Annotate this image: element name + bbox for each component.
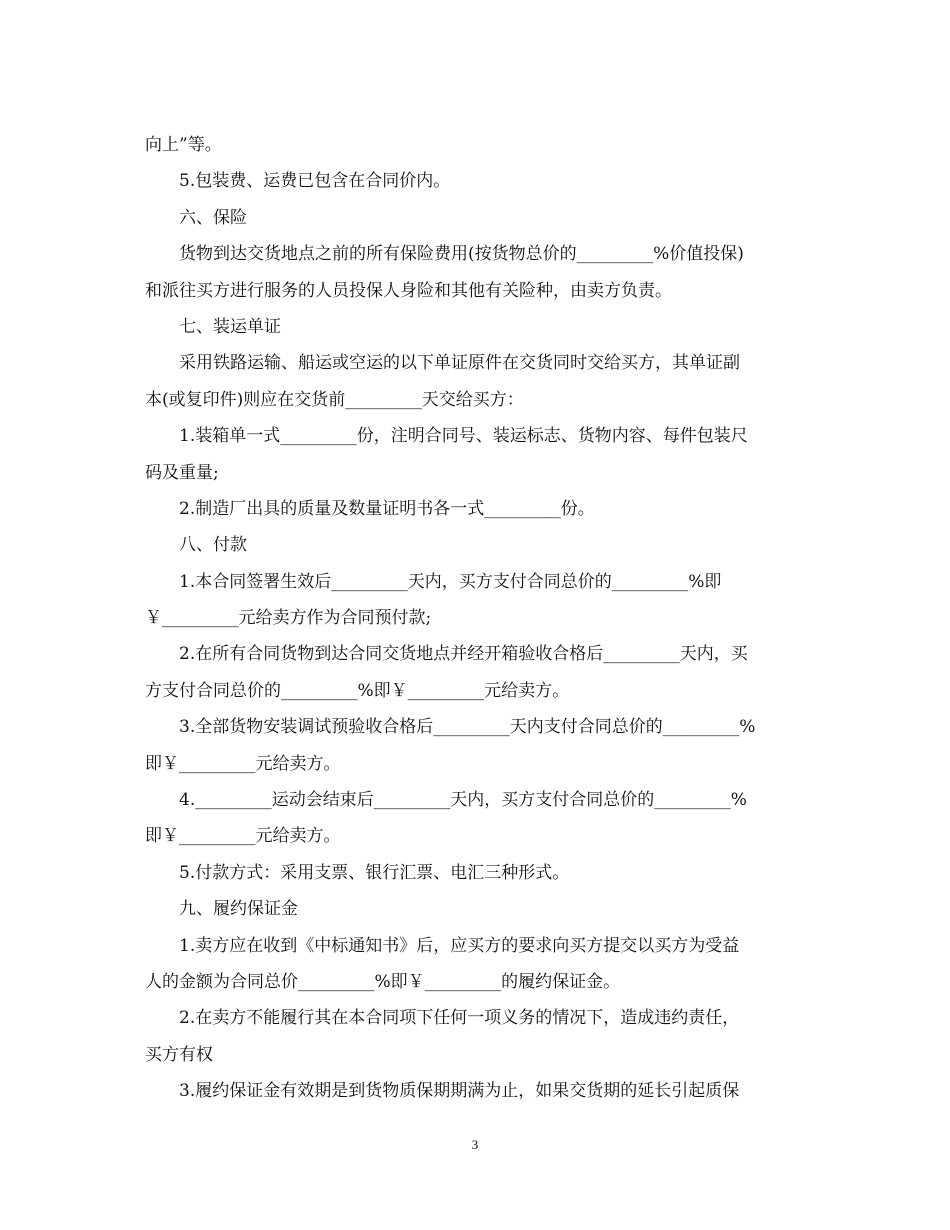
section-heading: 六、保险: [179, 207, 247, 228]
paragraph-line: ￥_________元给卖方作为合同预付款;: [145, 608, 432, 629]
paragraph-line: 3.履约保证金有效期是到货物质保期期满为止，如果交货期的延长引起质保: [179, 1081, 740, 1102]
paragraph-line: 1.本合同签署生效后_________天内，买方支付合同总价的_________%即: [179, 571, 722, 592]
paragraph-line: 货物到达交货地点之前的所有保险费用(按货物总价的_________%价值投保): [179, 244, 744, 265]
section-heading: 七、装运单证: [179, 316, 281, 337]
paragraph-line: 方支付合同总价的_________%即￥_________元给卖方。: [145, 680, 570, 701]
paragraph-line: 本(或复印件)则应在交货前_________天交给买方：: [145, 389, 524, 410]
paragraph-line: 买方有权: [145, 1044, 213, 1065]
paragraph-line: 即￥_________元给卖方。: [145, 753, 341, 774]
paragraph-line: 向上”等。: [145, 135, 222, 155]
paragraph-line: 和派往买方进行服务的人员投保人身险和其他有关险种，由卖方负责。: [145, 280, 672, 301]
paragraph-line: 人的金额为合同总价_________%即￥_________的履约保证金。: [145, 971, 621, 992]
paragraph-line: 码及重量;: [145, 462, 219, 483]
paragraph-line: 1.卖方应在收到《中标通知书》后，应买方的要求向买方提交以买方为受益: [179, 935, 740, 956]
section-heading: 九、履约保证金: [179, 899, 298, 920]
paragraph-line: 1.装箱单一式_________份，注明合同号、装运标志、货物内容、每件包装尺: [179, 426, 748, 447]
paragraph-line: 采用铁路运输、船运或空运的以下单证原件在交货同时交给买方，其单证副: [179, 353, 740, 374]
paragraph-line: 2.在卖方不能履行其在本合同项下任何一项义务的情况下，造成违约责任，: [179, 1008, 740, 1029]
document-body: [145, 127, 805, 1110]
paragraph-line: 即￥_________元给卖方。: [145, 826, 341, 847]
paragraph-line: 5.包装费、运费已包含在合同价内。: [179, 171, 451, 192]
paragraph-line: 4._________运动会结束后_________天内，买方支付合同总价的_________%: [179, 790, 747, 811]
paragraph-line: 2.在所有合同货物到达合同交货地点并经开箱验收合格后_________天内，买: [179, 644, 748, 665]
paragraph-line: 5.付款方式：采用支票、银行汇票、电汇三种形式。: [179, 862, 570, 883]
section-heading: 八、付款: [179, 535, 247, 556]
page-number: 3: [471, 1137, 479, 1152]
paragraph-line: 2.制造厂出具的质量及数量证明书各一式_________份。: [179, 498, 595, 519]
paragraph-line: 3.全部货物安装调试预验收合格后_________天内支付合同总价的_________%: [179, 717, 756, 738]
